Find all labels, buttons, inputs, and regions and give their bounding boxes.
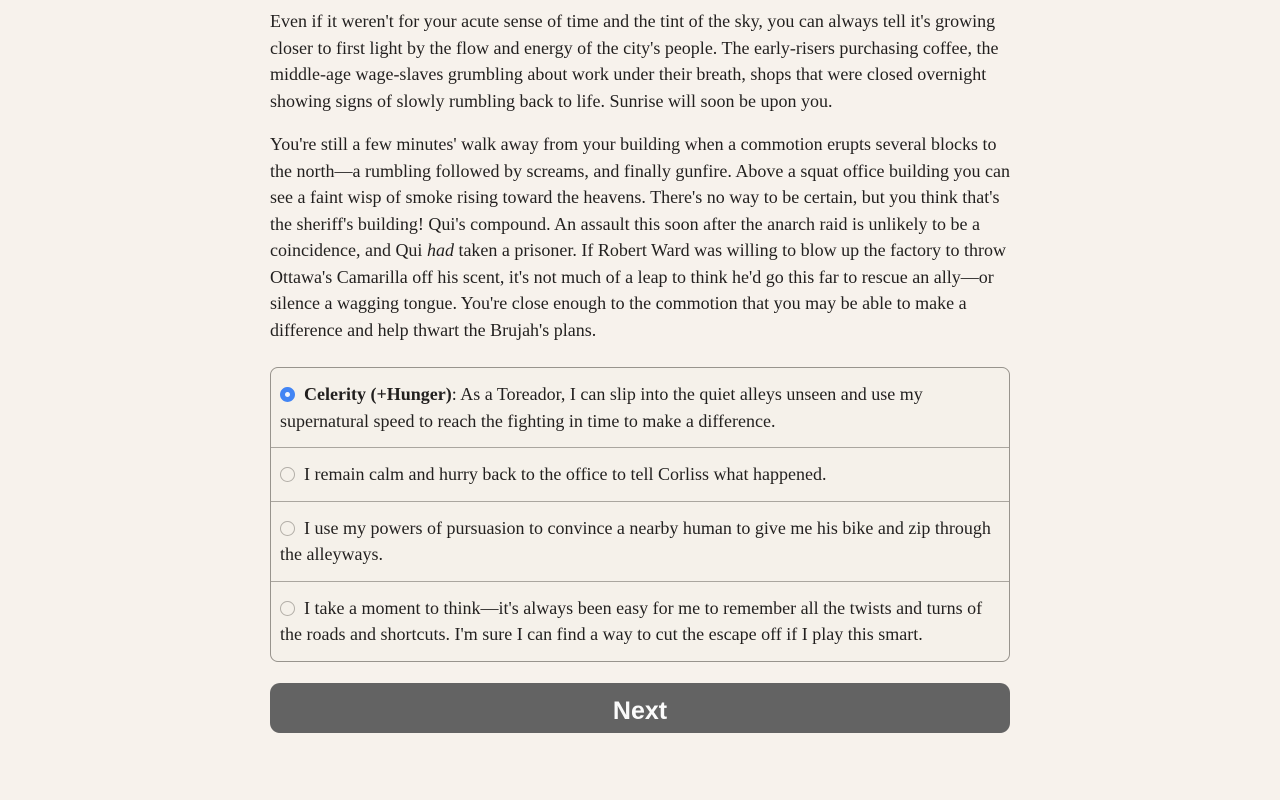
story-column [270,0,1010,733]
radio-dot [285,392,290,397]
choice-option[interactable] [271,368,1009,447]
radio-unselected-icon[interactable] [280,601,295,616]
choice-option[interactable] [271,501,1009,581]
text-segment: I remain calm and hurry back to the office to tell Corliss what happened. [304,464,827,484]
text-segment: taken a prisoner. If Robert Ward was willing to blow up the factory to throw Ottawa's Camarilla off his scent, it's not much of a leap to think he'd go this far to rescue an ally—or silence a wagging tongue. You're close enough to the commotion that you may be able to make a difference and help thwart the Brujah's plans. [270,240,1007,340]
text-segment: I use my powers of pursuasion to convince a nearby human to give me his bike and zip through the alleyways. [280,517,991,564]
choice-option[interactable] [271,447,1009,501]
radio-selected-icon[interactable] [280,387,295,402]
text-segment: Celerity (+Hunger) [304,384,452,404]
choice-list [270,367,1010,662]
text-segment: Even if it weren't for your acute sense of time and the tint of the sky, you can always tell it's growing closer to first light by the flow and energy of the city's people. The early-risers purchasing coffee, the middle-age wage-slaves grumbling about work under their breath, shops that were closed overnight showing signs of slowly rumbling back to life. Sunrise will soon be upon you. [270,11,999,111]
text-segment: : As a Toreador, I can slip into the quiet alleys unseen and use my supernatural speed to reach the fighting in time to make a difference. [280,384,923,431]
text-segment: had [426,240,454,260]
text-segment: You're still a few minutes' walk away from your building when a commotion erupts several blocks to the north—a rumbling followed by screams, and finally gunfire. Above a squat office building you can see a faint wisp of smoke rising toward the heavens. There's no way to be certain, but you think that's the sheriff's building! Qui's compound. An assault this soon after the anarch raid is unlikely to be a coincidence, and Qui [270,134,1010,260]
next-button[interactable]: Next [270,683,1010,733]
story-text [270,8,1010,343]
story-paragraph [270,131,1010,343]
radio-unselected-icon[interactable] [280,521,295,536]
radio-unselected-icon[interactable] [280,467,295,482]
text-segment: I take a moment to think—it's always been easy for me to remember all the twists and turns of the roads and shortcuts. I'm sure I can find a way to cut the escape off if I play this smart. [280,597,983,644]
story-paragraph [270,8,1010,114]
choice-option[interactable] [271,581,1009,661]
